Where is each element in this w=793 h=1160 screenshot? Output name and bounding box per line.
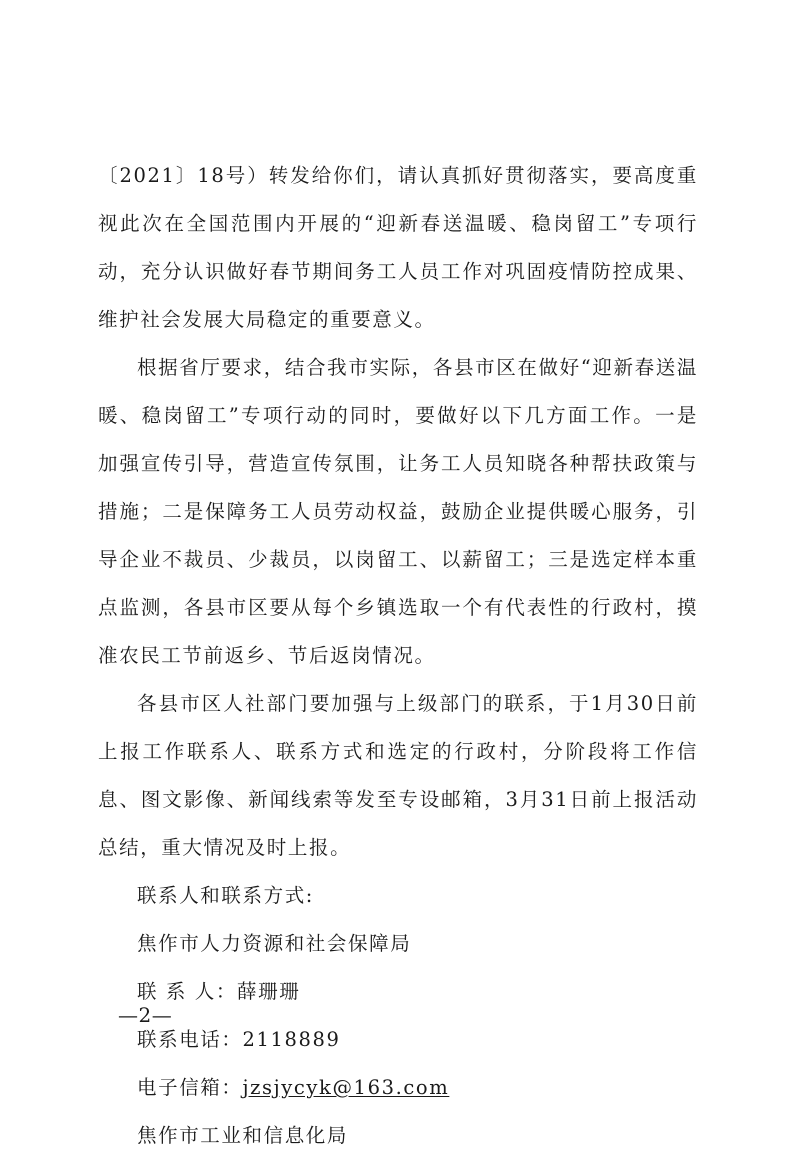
contact-email-label: 电子信箱： xyxy=(137,1076,243,1099)
contact-phone-number: 2118889 xyxy=(242,1028,341,1051)
contact-person-label: 联 系 人： xyxy=(137,980,237,1003)
paragraph-forwarding-notice: 〔2021〕18号）转发给你们，请认真抓好贯彻落实，要高度重视此次在全国范围内开展的“迎新春送温暖、稳岗留工”专项行动，充分认识做好春节期间务工人员工作对巩固疫情防控成果、维护社会发展大局稳定的重要意义。 xyxy=(98,164,698,331)
contact-person-line xyxy=(98,968,698,1016)
contact-org-hrss: 焦作市人力资源和社会保障局 xyxy=(137,932,412,955)
contact-phone-line xyxy=(98,1016,698,1064)
contact-person-name: 薛珊珊 xyxy=(237,980,301,1003)
contact-phone-label: 联系电话： xyxy=(137,1028,243,1051)
contact-email-address: jzsjycyk@163.com xyxy=(242,1076,450,1099)
page-number: —2— xyxy=(118,1003,173,1027)
paragraph-work-requirements: 根据省厅要求，结合我市实际，各县市区在做好“迎新春送温暖、稳岗留工”专项行动的同时，要做好以下几方面工作。一是加强宣传引导，营造宣传氛围，让务工人员知晓各种帮扶政策与措施；二是保障务工人员劳动权益，鼓励企业提供暖心服务，引导企业不裁员、少裁员，以岗留工、以薪留工；三是选定样本重点监测，各县市区要从每个乡镇选取一个有代表性的行政村，摸准农民工节前返乡、节后返岗情况。 xyxy=(98,356,698,667)
document-body xyxy=(98,152,698,1160)
paragraph-reporting-requirements: 各县市区人社部门要加强与上级部门的联系，于1月30日前上报工作联系人、联系方式和选定的行政村，分阶段将工作信息、图文影像、新闻线索等发至专设邮箱，3月31日前上报活动总结，重大情况及时上报。 xyxy=(98,692,698,859)
contact-email-line xyxy=(98,1064,698,1112)
contact-heading: 联系人和联系方式: xyxy=(137,884,314,907)
contact-org-industry: 焦作市工业和信息化局 xyxy=(137,1124,349,1147)
